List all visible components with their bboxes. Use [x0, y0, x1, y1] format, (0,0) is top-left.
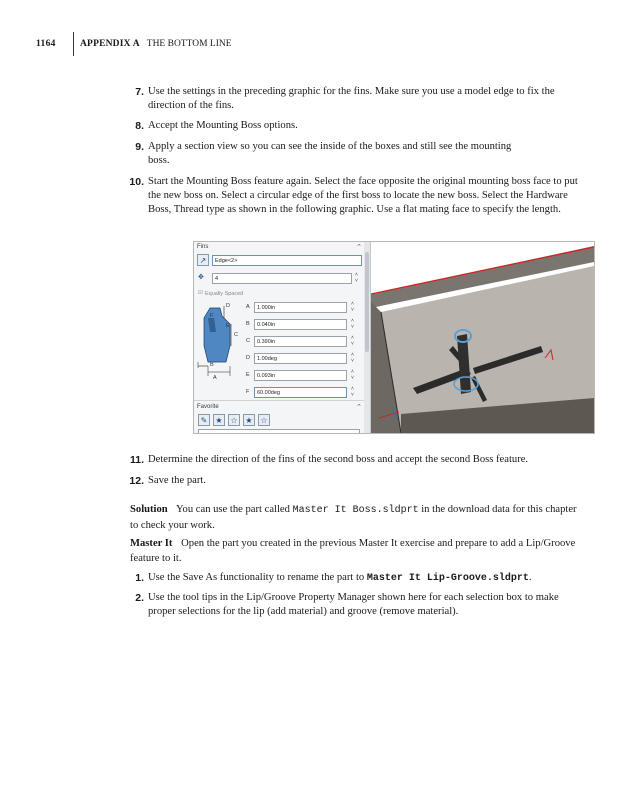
fin-count-spinner[interactable]: ˄ ˅ [355, 272, 358, 284]
appendix-label: APPENDIX A [80, 39, 140, 49]
page-number: 1164 [36, 39, 56, 49]
scrollbar-thumb[interactable] [365, 252, 369, 352]
param-d-field[interactable] [254, 353, 347, 364]
favorite-collapse-icon[interactable]: ⌃ [356, 404, 362, 411]
model-view-graphic [371, 242, 594, 433]
param-d-value: 1.00deg [257, 356, 277, 362]
model-viewport[interactable] [371, 242, 594, 433]
fin-count-value: 4 [215, 276, 219, 282]
fins-section-label: Fins [197, 244, 209, 250]
step-text-end: . [528, 572, 532, 583]
master-it-paragraph [130, 536, 582, 566]
diagram-label-e: E [226, 323, 230, 329]
step-7 [135, 85, 578, 113]
step-text: Determine the direction of the fins of the second boss and accept the second Boss feature. [148, 454, 529, 465]
param-letter-f: F [246, 389, 250, 395]
step-text: Start the Mounting Boss feature again. Select the face opposite the original mounting boss face to put the new boss on. Select a circular edge of the first boss to locate the new boss. Select the Hardware Boss, Thread type as shown in the following graphic. Use a flat mating face to specify the length. [148, 176, 578, 215]
diagram-label-f: F [210, 313, 214, 319]
chapter-title: THE BOTTOM LINE [146, 39, 232, 49]
step-number: 12. [129, 475, 144, 487]
fin-count-icon: ✥ [198, 274, 204, 281]
favorite-section-label: Favorite [197, 404, 219, 410]
step-text: Use the settings in the preceding graphic for the fins. Make sure you use a model edge to fix the direction of the fins. [148, 86, 555, 111]
param-a-field[interactable] [254, 302, 347, 313]
favorite-load-icon[interactable]: ☆ [258, 414, 270, 426]
direction-arrow-icon[interactable]: ↗ [197, 254, 209, 266]
step-number: 8. [135, 120, 144, 132]
solution-text-post: in the download data for this chapter to check your work. [130, 504, 577, 531]
step-11 [129, 453, 578, 467]
mounting-boss-figure [193, 241, 595, 434]
param-f-spinner[interactable]: ˄ ˅ [351, 386, 354, 398]
favorite-delete-icon[interactable]: ☆ [228, 414, 240, 426]
solution-paragraph [130, 502, 582, 533]
solution-text-pre: You can use the part called [175, 504, 293, 515]
param-b-field[interactable] [254, 319, 347, 330]
param-f-field[interactable] [254, 387, 347, 398]
step-9 [135, 140, 528, 168]
diagram-label-d: D [226, 303, 230, 309]
step-text: Use the Save As functionality to rename the part to [148, 572, 367, 583]
step-number: 10. [129, 176, 144, 188]
param-e-spinner[interactable]: ˄ ˅ [351, 369, 354, 381]
step-10 [129, 175, 578, 217]
diagram-label-a: A [213, 375, 217, 381]
param-letter-c: C [246, 338, 250, 344]
header-divider [73, 32, 74, 56]
master-it-step-2 [135, 591, 578, 619]
step-text: Save the part. [148, 475, 206, 486]
diagram-label-b: B [210, 362, 214, 368]
step-text: Use the tool tips in the Lip/Groove Property Manager shown here for each selection box to make proper selections for the lip (add material) and groove (remove material). [148, 592, 559, 617]
master-it-step-1 [135, 571, 578, 586]
param-b-value: 0.040in [257, 322, 276, 328]
favorite-add-icon[interactable]: ★ [213, 414, 225, 426]
step-number: 11. [129, 454, 144, 466]
fin-dimension-diagram [196, 302, 242, 384]
step-text: Accept the Mounting Boss options. [148, 120, 298, 131]
master-it-text: Open the part you created in the previous Master It exercise and prepare to add a Lip/Groove feature to it. [130, 538, 576, 564]
param-b-spinner[interactable]: ˄ ˅ [351, 318, 354, 330]
diagram-label-c: C [234, 332, 238, 338]
step-filename: Master It Lip-Groove.sldprt [366, 573, 529, 584]
param-letter-d: D [246, 355, 250, 361]
step-number: 7. [135, 86, 144, 98]
favorite-list[interactable] [198, 429, 360, 434]
step-12 [129, 474, 578, 488]
param-c-value: 0.390in [257, 339, 276, 345]
param-letter-e: E [246, 372, 250, 378]
panel-scrollbar[interactable] [364, 242, 370, 433]
property-manager-panel [194, 242, 371, 433]
step-number: 9. [135, 141, 144, 153]
collapse-chevron-icon[interactable]: ⌃ [356, 244, 362, 251]
param-d-spinner[interactable]: ˄ ˅ [351, 352, 354, 364]
step-number: 2. [135, 592, 144, 604]
chapter-heading [80, 39, 232, 49]
favorite-edit-icon[interactable]: ✎ [198, 414, 210, 426]
section-divider [194, 400, 364, 401]
param-a-value: 1.000in [257, 305, 276, 311]
fin-count-field[interactable] [212, 273, 352, 284]
param-f-value: 60.00deg [257, 390, 280, 396]
solution-filename: Master It Boss.sldprt [292, 505, 419, 516]
equally-spaced-label: Equally Spaced [205, 291, 244, 297]
solution-label: Solution [130, 504, 168, 515]
edge-value: Edge<2> [215, 258, 238, 264]
equally-spaced-checkbox[interactable]: ☑ [198, 290, 203, 296]
param-e-field[interactable] [254, 370, 347, 381]
step-number: 1. [135, 572, 144, 584]
step-8 [135, 119, 578, 133]
param-letter-b: B [246, 321, 250, 327]
param-letter-a: A [246, 304, 250, 310]
master-it-label: Master It [130, 538, 173, 549]
param-c-spinner[interactable]: ˄ ˅ [351, 335, 354, 347]
edge-selection-box[interactable] [212, 255, 362, 266]
step-text: Apply a section view so you can see the inside of the boxes and still see the mounting boss. [148, 141, 512, 166]
favorite-save-icon[interactable]: ★ [243, 414, 255, 426]
param-c-field[interactable] [254, 336, 347, 347]
param-e-value: 0.093in [257, 373, 276, 379]
param-a-spinner[interactable]: ˄ ˅ [351, 301, 354, 313]
